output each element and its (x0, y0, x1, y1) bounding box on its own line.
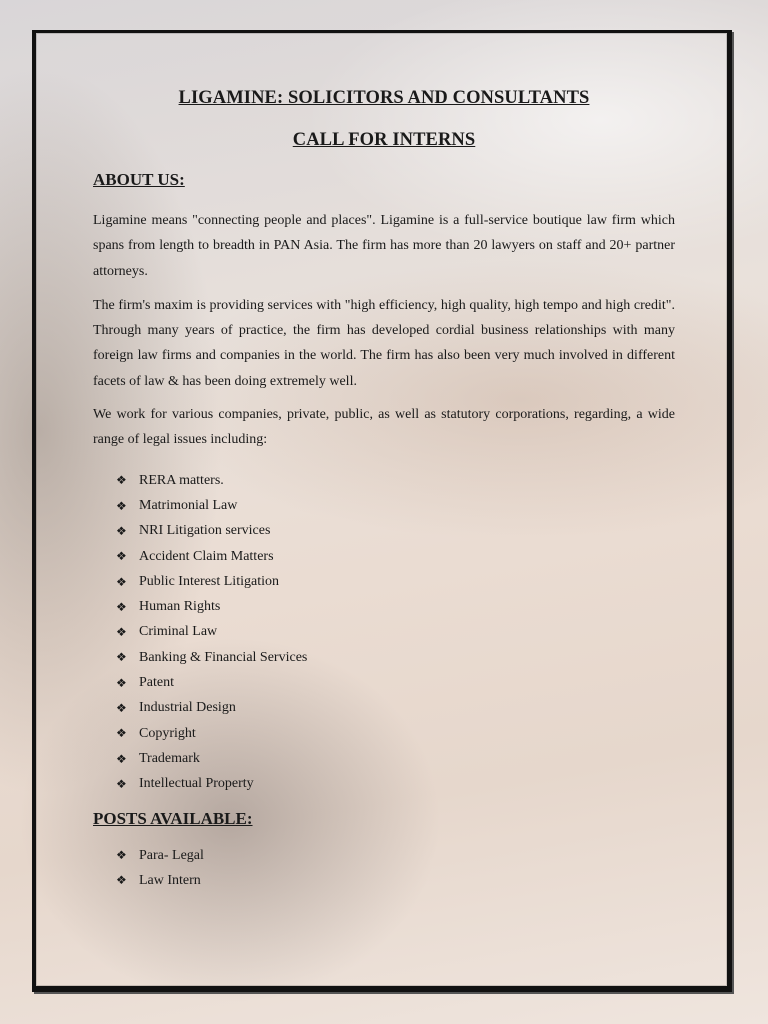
list-item-label: Human Rights (139, 599, 221, 615)
list-item-label: Banking & Financial Services (139, 649, 308, 665)
diamond-bullet-icon: ❖ (116, 625, 127, 640)
list-item (116, 746, 675, 771)
list-item-label: Patent (139, 675, 174, 691)
diamond-bullet-icon: ❖ (116, 700, 127, 715)
about-paragraph-1: Ligamine means "connecting people and places". Ligamine is a full-service boutique law firm which spans from length to breadth in PAN Asia. The firm has more than 20 lawyers on staff and 20+ partner attorneys. (93, 213, 675, 279)
diamond-bullet-icon: ❖ (116, 523, 127, 538)
about-paragraph-2: The firm's maxim is providing services with "high efficiency, high quality, high tempo and high credit". Through many years of practice, the firm has developed cordial business relationships with many foreign law firms and companies in the world. The firm has also been very much involved in different facets of law & has been doing extremely well. (93, 297, 675, 389)
document-page (93, 88, 675, 893)
posts-list (116, 843, 675, 894)
list-item (116, 868, 675, 893)
diamond-bullet-icon: ❖ (116, 675, 127, 690)
diamond-bullet-icon: ❖ (116, 599, 127, 614)
list-item (116, 721, 675, 746)
diamond-bullet-icon: ❖ (116, 650, 127, 665)
document-subtitle: CALL FOR INTERNS (292, 130, 476, 150)
list-item-label: Copyright (139, 725, 196, 741)
list-item-label: Public Interest Litigation (139, 573, 279, 589)
list-item (116, 594, 675, 619)
list-item-label: Accident Claim Matters (139, 548, 274, 564)
list-item (116, 493, 675, 518)
diamond-bullet-icon: ❖ (116, 549, 127, 564)
list-item (116, 645, 675, 670)
document-title: LIGAMINE: SOLICITORS AND CONSULTANTS (178, 88, 590, 108)
list-item (116, 619, 675, 644)
list-item (116, 670, 675, 695)
about-us-heading: ABOUT US: (93, 170, 185, 189)
list-item-label: Trademark (139, 750, 200, 766)
list-item (116, 771, 675, 796)
list-item (116, 518, 675, 543)
diamond-bullet-icon: ❖ (116, 751, 127, 766)
diamond-bullet-icon: ❖ (116, 498, 127, 513)
list-item (116, 569, 675, 594)
list-item (116, 468, 675, 493)
diamond-bullet-icon: ❖ (116, 873, 127, 888)
diamond-bullet-icon: ❖ (116, 848, 127, 863)
diamond-bullet-icon: ❖ (116, 726, 127, 741)
list-item-label: RERA matters. (139, 472, 224, 488)
posts-available-heading: POSTS AVAILABLE: (93, 808, 253, 828)
list-item-label: NRI Litigation services (139, 523, 271, 539)
list-item-label: Para- Legal (139, 847, 204, 863)
list-item-label: Intellectual Property (139, 776, 254, 792)
practice-areas-list (116, 468, 675, 797)
list-item-label: Criminal Law (139, 624, 218, 640)
diamond-bullet-icon: ❖ (116, 776, 127, 791)
list-item-label: Law Intern (139, 872, 201, 888)
diamond-bullet-icon: ❖ (116, 473, 127, 488)
diamond-bullet-icon: ❖ (116, 574, 127, 589)
list-item-label: Matrimonial Law (139, 497, 238, 513)
about-paragraph-3: We work for various companies, private, public, as well as statutory corporations, regarding, a wide range of legal issues including: (93, 407, 675, 448)
list-item-label: Industrial Design (139, 700, 236, 716)
list-item (116, 695, 675, 720)
list-item (116, 544, 675, 569)
list-item (116, 843, 675, 868)
